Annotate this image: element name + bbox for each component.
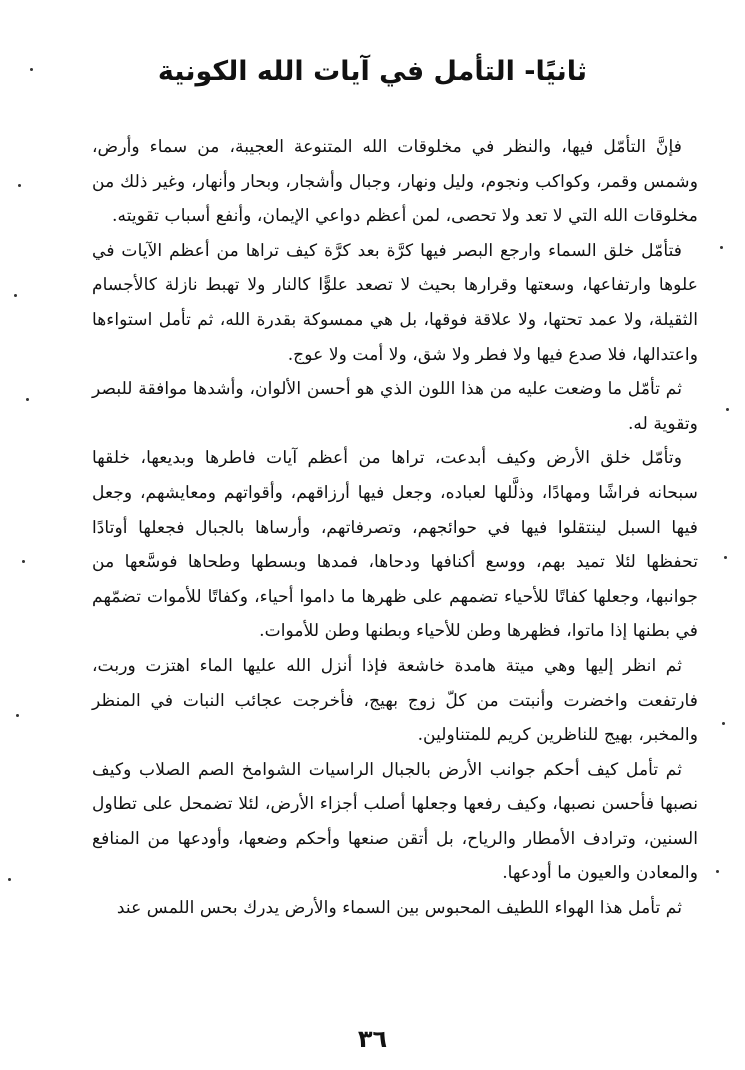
scan-speck — [14, 294, 17, 297]
scan-speck — [726, 408, 729, 411]
scan-speck — [18, 184, 21, 187]
section-title: ثانيًا- التأمل في آيات الله الكونية — [157, 56, 588, 87]
paragraph: وتأمّل خلق الأرض وكيف أبدعت، تراها من أعظم آيات فاطرها وبديعها، خلقها سبحانه فراشًا ومهادًا، وذلَّلها لعباده، وجعل فيها أرزاقهم، وأقواتهم ومعايشهم، وجعل فيها السبل لينتقلوا فيها في حوائجهم، وتصرفاتهم، وأرساها بالجبال فجعلها أوتادًا تحفظها لئلا تميد بهم، ووسع أكنافها ودحاها، فمدها وبسطها وطحاها فوسَّعها من جوانبها، وجعلها كفاتًا للأحياء تضمهم على ظهرها ما داموا أحياء، وكفاتًا للأموات تضمّهم في بطنها إذا ماتوا، فظهرها وطن للأحياء وبطنها وطن للأموات. — [92, 448, 698, 642]
scan-speck — [8, 878, 11, 881]
scan-speck — [716, 870, 719, 873]
scan-speck — [720, 246, 723, 249]
paragraph: فإنَّ التأمّل فيها، والنظر في مخلوقات الله المتنوعة العجيبة، من سماء وأرض، وشمس وقمر، وكواكب ونجوم، وليل ونهار، وجبال وأشجار، وبحار وأنهار، وغير ذلك من مخلوقات الله التي لا تعد ولا تحصى، لمن أعظم دواعي الإيمان، وأنفع أسباب تقويته. — [92, 137, 698, 227]
page-number: ٣٦ — [357, 1025, 388, 1053]
paragraph: فتأمّل خلق السماء وارجع البصر فيها كرَّة بعد كرَّة كيف تراها من أعظم الآيات في علوها وارتفاعها، وسعتها وقرارها بحيث لا تصعد علوًّا كالنار ولا تهبط نازلة كالأجسام الثقيلة، ولا عمد تحتها، ولا علاقة فوقها، بل هي ممسوكة بقدرة الله، ثم تأمل استواءها واعتدالها، فلا صدع فيها ولا فطر ولا شق، ولا أمت ولا عوج. — [92, 240, 698, 365]
scan-speck — [26, 398, 29, 401]
scan-speck — [724, 556, 727, 559]
paragraph: ثم انظر إليها وهي ميتة هامدة خاشعة فإذا أنزل الله عليها الماء اهتزت وربت، فارتفعت واخضرت وأنبتت من كلّ زوج بهيج، فأخرجت عجائب النبات في المنظر والمخبر، بهيج للناظرين كريم للمتناولين. — [92, 655, 698, 746]
scan-speck — [16, 714, 19, 717]
paragraph: ثم تأمل كيف أحكم جوانب الأرض بالجبال الراسيات الشوامخ الصم الصلاب وكيف نصبها فأحسن نصبها، وكيف رفعها وجعلها أصلب أجزاء الأرض، لئلا تضمحل على تطاول السنين، وترادف الأمطار والرياح، بل أتقن صنعها وأحكم وضعها، وأودعها من المنافع والمعادن والعيون ما أودعها. — [92, 759, 698, 884]
body-text — [92, 130, 698, 926]
paragraph: ثم تأمّل ما وضعت عليه من هذا اللون الذي هو أحسن الألوان، وأشدها موافقة للبصر وتقوية له. — [92, 379, 698, 434]
scan-speck — [30, 68, 33, 71]
paragraph: ثم تأمل هذا الهواء اللطيف المحبوس بين السماء والأرض يدرك بحس اللمس عند — [116, 898, 682, 919]
scan-speck — [722, 722, 725, 725]
scan-speck — [22, 560, 25, 563]
